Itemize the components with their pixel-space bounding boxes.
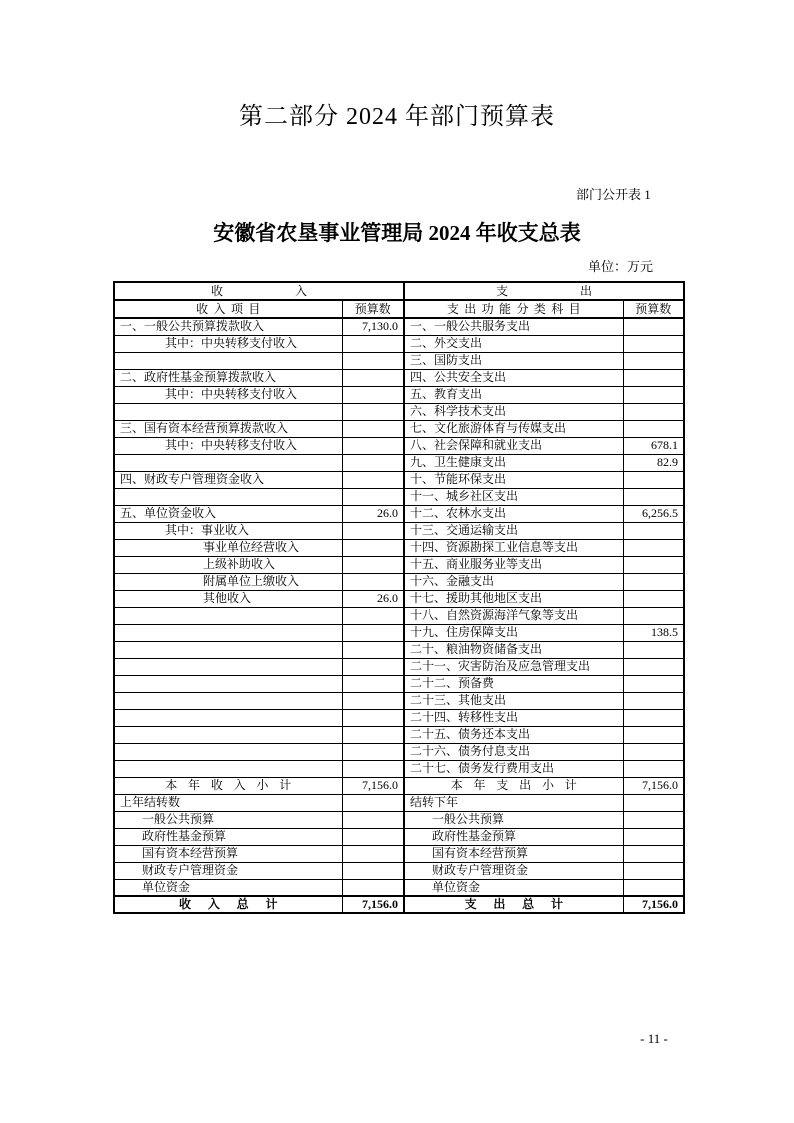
expense-item-cell: 二十、粮油物资储备支出 bbox=[404, 641, 623, 658]
table-row bbox=[114, 437, 684, 454]
income-amount-cell bbox=[342, 760, 404, 777]
expense-item-cell: 十六、金融支出 bbox=[404, 573, 623, 590]
income-amount-cell bbox=[342, 811, 404, 828]
income-item-cell bbox=[114, 624, 342, 641]
expense-amount-cell bbox=[623, 556, 684, 573]
expense-item-cell: 二十一、灾害防治及应急管理支出 bbox=[404, 658, 623, 675]
income-item-cell: 收入总计 bbox=[114, 896, 342, 913]
income-item-cell: 其中：事业收入 bbox=[114, 522, 342, 539]
income-item-cell: 其中：中央转移支付收入 bbox=[114, 386, 342, 403]
income-amount-cell bbox=[342, 471, 404, 488]
expense-item-cell: 十一、城乡社区支出 bbox=[404, 488, 623, 505]
expense-amount-cell bbox=[623, 386, 684, 403]
income-amount-cell bbox=[342, 352, 404, 369]
income-item-cell bbox=[114, 641, 342, 658]
income-item-cell bbox=[114, 692, 342, 709]
expense-amount-cell bbox=[623, 471, 684, 488]
income-amount-cell bbox=[342, 641, 404, 658]
expense-amount-cell: 678.1 bbox=[623, 437, 684, 454]
table-row bbox=[114, 318, 684, 335]
expense-amount-cell bbox=[623, 539, 684, 556]
table-row bbox=[114, 471, 684, 488]
income-item-cell: 二、政府性基金预算拨款收入 bbox=[114, 369, 342, 386]
table-row bbox=[114, 845, 684, 862]
table-row bbox=[114, 488, 684, 505]
table-row bbox=[114, 386, 684, 403]
expense-item-cell: 二十二、预备费 bbox=[404, 675, 623, 692]
expense-item-cell: 十、节能环保支出 bbox=[404, 471, 623, 488]
income-amount-cell bbox=[342, 539, 404, 556]
income-amount-cell bbox=[342, 675, 404, 692]
income-amount-cell bbox=[342, 335, 404, 352]
income-item-cell: 其中：中央转移支付收入 bbox=[114, 437, 342, 454]
income-amount-cell bbox=[342, 556, 404, 573]
income-amount-cell: 7,156.0 bbox=[342, 896, 404, 913]
table-row bbox=[114, 692, 684, 709]
expense-item-cell: 二十六、债务付息支出 bbox=[404, 743, 623, 760]
budget-summary-table bbox=[113, 281, 685, 914]
table-row bbox=[114, 624, 684, 641]
income-item-cell: 上年结转数 bbox=[114, 794, 342, 811]
expense-item-cell: 十五、商业服务业等支出 bbox=[404, 556, 623, 573]
expense-amount-cell bbox=[623, 794, 684, 811]
income-group-header: 收入 bbox=[114, 282, 404, 300]
income-item-cell: 其他收入 bbox=[114, 590, 342, 607]
table-row bbox=[114, 556, 684, 573]
income-amount-cell bbox=[342, 403, 404, 420]
income-amount-cell bbox=[342, 624, 404, 641]
page-number: - 11 - bbox=[640, 1031, 668, 1046]
income-item-cell bbox=[114, 709, 342, 726]
income-amount-cell bbox=[342, 794, 404, 811]
expense-item-cell: 二、外交支出 bbox=[404, 335, 623, 352]
income-amount-cell bbox=[342, 879, 404, 896]
income-amount-cell: 7,156.0 bbox=[342, 777, 404, 794]
table-row bbox=[114, 573, 684, 590]
expense-item-cell: 十八、自然资源海洋气象等支出 bbox=[404, 607, 623, 624]
table-row bbox=[114, 539, 684, 556]
income-amount-cell bbox=[342, 488, 404, 505]
group-header-row bbox=[114, 282, 684, 300]
income-item-cell bbox=[114, 352, 342, 369]
expense-item-cell: 十三、交通运输支出 bbox=[404, 522, 623, 539]
expense-item-cell: 财政专户管理资金 bbox=[404, 862, 623, 879]
income-amount-cell bbox=[342, 454, 404, 471]
unit-note: 单位：万元 bbox=[588, 259, 654, 274]
expense-amount-cell bbox=[623, 403, 684, 420]
table-row bbox=[114, 828, 684, 845]
income-amount-cell bbox=[342, 437, 404, 454]
income-amount-cell bbox=[342, 573, 404, 590]
income-item-cell bbox=[114, 488, 342, 505]
expense-amount-cell bbox=[623, 828, 684, 845]
income-amount-cell bbox=[342, 828, 404, 845]
expense-item-cell: 六、科学技术支出 bbox=[404, 403, 623, 420]
income-item-cell: 其中：中央转移支付收入 bbox=[114, 335, 342, 352]
expense-item-column-header: 支出功能分类科目 bbox=[404, 300, 623, 318]
table-row bbox=[114, 777, 684, 794]
expense-item-cell: 本年支出小计 bbox=[404, 777, 623, 794]
table-row bbox=[114, 505, 684, 522]
expense-amount-cell bbox=[623, 590, 684, 607]
income-amount-cell bbox=[342, 369, 404, 386]
income-item-cell bbox=[114, 726, 342, 743]
expense-item-cell: 十九、住房保障支出 bbox=[404, 624, 623, 641]
income-item-cell: 本年收入小计 bbox=[114, 777, 342, 794]
table-row bbox=[114, 811, 684, 828]
expense-amount-cell bbox=[623, 488, 684, 505]
expense-budget-column-header: 预算数 bbox=[623, 300, 684, 318]
income-amount-cell bbox=[342, 420, 404, 437]
income-item-cell: 三、国有资本经营预算拨款收入 bbox=[114, 420, 342, 437]
income-item-column-header: 收入项目 bbox=[114, 300, 342, 318]
income-amount-cell bbox=[342, 845, 404, 862]
table-row bbox=[114, 675, 684, 692]
expense-item-cell: 二十七、债务发行费用支出 bbox=[404, 760, 623, 777]
table-row bbox=[114, 420, 684, 437]
table-row bbox=[114, 709, 684, 726]
expense-amount-cell bbox=[623, 641, 684, 658]
budget-table-body bbox=[114, 318, 684, 913]
income-amount-cell bbox=[342, 726, 404, 743]
expense-amount-cell: 6,256.5 bbox=[623, 505, 684, 522]
expense-item-cell: 四、公共安全支出 bbox=[404, 369, 623, 386]
expense-amount-cell bbox=[623, 811, 684, 828]
income-amount-cell bbox=[342, 743, 404, 760]
expense-amount-cell bbox=[623, 522, 684, 539]
table-title: 安徽省农垦事业管理局 2024 年收支总表 bbox=[213, 221, 581, 245]
income-item-cell bbox=[114, 403, 342, 420]
expense-amount-cell bbox=[623, 573, 684, 590]
table-row bbox=[114, 658, 684, 675]
income-item-cell: 财政专户管理资金 bbox=[114, 862, 342, 879]
expense-amount-cell bbox=[623, 352, 684, 369]
income-item-cell bbox=[114, 658, 342, 675]
income-amount-cell bbox=[342, 862, 404, 879]
income-item-cell: 事业单位经营收入 bbox=[114, 539, 342, 556]
expense-amount-cell: 7,156.0 bbox=[623, 896, 684, 913]
income-item-cell: 四、财政专户管理资金收入 bbox=[114, 471, 342, 488]
income-amount-cell: 26.0 bbox=[342, 505, 404, 522]
expense-item-cell: 九、卫生健康支出 bbox=[404, 454, 623, 471]
expense-amount-cell bbox=[623, 726, 684, 743]
expense-item-cell: 七、文化旅游体育与传媒支出 bbox=[404, 420, 623, 437]
expense-item-cell: 十七、援助其他地区支出 bbox=[404, 590, 623, 607]
income-amount-cell bbox=[342, 386, 404, 403]
expense-amount-cell bbox=[623, 879, 684, 896]
table-row bbox=[114, 590, 684, 607]
expense-item-cell: 二十四、转移性支出 bbox=[404, 709, 623, 726]
expense-amount-cell bbox=[623, 862, 684, 879]
income-item-cell bbox=[114, 760, 342, 777]
income-amount-cell bbox=[342, 607, 404, 624]
table-row bbox=[114, 352, 684, 369]
table-row bbox=[114, 726, 684, 743]
table-row bbox=[114, 641, 684, 658]
table-row bbox=[114, 760, 684, 777]
income-item-cell: 国有资本经营预算 bbox=[114, 845, 342, 862]
income-item-cell: 一般公共预算 bbox=[114, 811, 342, 828]
income-item-cell bbox=[114, 454, 342, 471]
table-row bbox=[114, 522, 684, 539]
part-title: 第二部分 2024 年部门预算表 bbox=[239, 104, 555, 130]
income-amount-cell bbox=[342, 709, 404, 726]
expense-amount-cell bbox=[623, 335, 684, 352]
table-row bbox=[114, 862, 684, 879]
expense-amount-cell bbox=[623, 607, 684, 624]
expense-amount-cell bbox=[623, 420, 684, 437]
column-header-row bbox=[114, 300, 684, 318]
expense-amount-cell bbox=[623, 369, 684, 386]
income-item-cell bbox=[114, 675, 342, 692]
income-amount-cell: 26.0 bbox=[342, 590, 404, 607]
expense-amount-cell bbox=[623, 845, 684, 862]
expense-item-cell: 支出总计 bbox=[404, 896, 623, 913]
expense-item-cell: 一般公共预算 bbox=[404, 811, 623, 828]
income-budget-column-header: 预算数 bbox=[342, 300, 404, 318]
expense-item-cell: 政府性基金预算 bbox=[404, 828, 623, 845]
expense-item-cell: 单位资金 bbox=[404, 879, 623, 896]
income-item-cell bbox=[114, 743, 342, 760]
expense-group-header: 支出 bbox=[404, 282, 684, 300]
table-row bbox=[114, 369, 684, 386]
expense-amount-cell bbox=[623, 318, 684, 335]
expense-amount-cell: 7,156.0 bbox=[623, 777, 684, 794]
table-row bbox=[114, 454, 684, 471]
income-item-cell: 单位资金 bbox=[114, 879, 342, 896]
income-amount-cell bbox=[342, 658, 404, 675]
expense-item-cell: 三、国防支出 bbox=[404, 352, 623, 369]
expense-amount-cell: 82.9 bbox=[623, 454, 684, 471]
expense-item-cell: 国有资本经营预算 bbox=[404, 845, 623, 862]
income-item-cell: 五、单位资金收入 bbox=[114, 505, 342, 522]
income-item-cell bbox=[114, 607, 342, 624]
expense-amount-cell bbox=[623, 675, 684, 692]
expense-item-cell: 结转下年 bbox=[404, 794, 623, 811]
expense-item-cell: 二十五、债务还本支出 bbox=[404, 726, 623, 743]
table-label: 部门公开表 1 bbox=[576, 187, 651, 202]
expense-amount-cell bbox=[623, 692, 684, 709]
expense-item-cell: 五、教育支出 bbox=[404, 386, 623, 403]
expense-amount-cell bbox=[623, 760, 684, 777]
table-row bbox=[114, 743, 684, 760]
expense-item-cell: 二十三、其他支出 bbox=[404, 692, 623, 709]
expense-amount-cell: 138.5 bbox=[623, 624, 684, 641]
expense-amount-cell bbox=[623, 743, 684, 760]
income-amount-cell: 7,130.0 bbox=[342, 318, 404, 335]
income-item-cell: 一、一般公共预算拨款收入 bbox=[114, 318, 342, 335]
table-row bbox=[114, 879, 684, 896]
expense-amount-cell bbox=[623, 658, 684, 675]
income-amount-cell bbox=[342, 692, 404, 709]
expense-amount-cell bbox=[623, 709, 684, 726]
table-row bbox=[114, 403, 684, 420]
income-amount-cell bbox=[342, 522, 404, 539]
expense-item-cell: 十四、资源勘探工业信息等支出 bbox=[404, 539, 623, 556]
table-row bbox=[114, 794, 684, 811]
income-item-cell: 上级补助收入 bbox=[114, 556, 342, 573]
table-row bbox=[114, 607, 684, 624]
expense-item-cell: 八、社会保障和就业支出 bbox=[404, 437, 623, 454]
income-item-cell: 政府性基金预算 bbox=[114, 828, 342, 845]
table-row bbox=[114, 896, 684, 913]
table-row bbox=[114, 335, 684, 352]
expense-item-cell: 十二、农林水支出 bbox=[404, 505, 623, 522]
expense-item-cell: 一、一般公共服务支出 bbox=[404, 318, 623, 335]
income-item-cell: 附属单位上缴收入 bbox=[114, 573, 342, 590]
